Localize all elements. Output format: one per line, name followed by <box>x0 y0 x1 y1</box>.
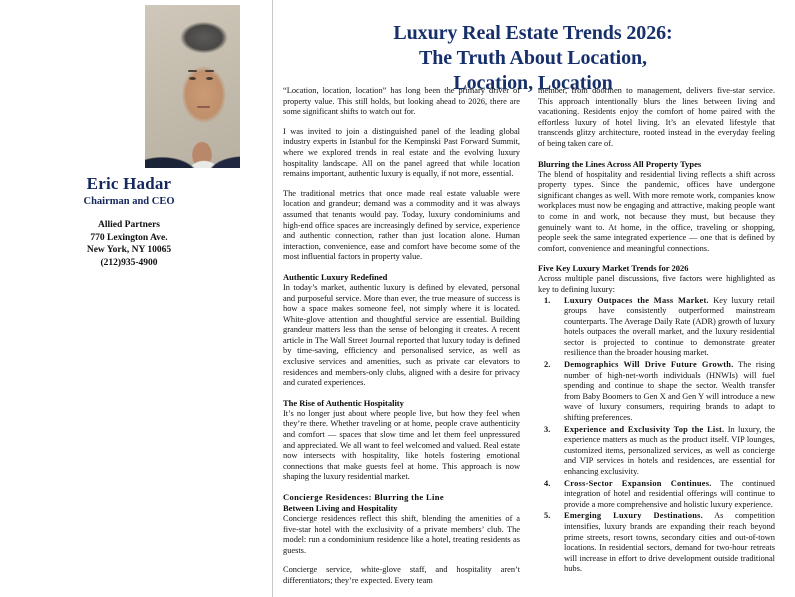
paragraph: Across multiple panel discussions, five factors were highlighted as key to defining luxury: <box>538 274 775 294</box>
paragraph: The blend of hospitality and residential living reflects a shift across property types. Since the pandemic, offices have undergone significant changes as well. With more remote work, companies know workplaces must now be engaging and attractive, making people want to come in and work, not because they must, but because they genuinely want to. At home, in the office, traveling or shopping, people seek the same integrated experience — one that is defined by comfort, convenience and meaningful connections. <box>538 169 775 253</box>
list-item <box>538 360 775 424</box>
trend-lead-5: Emerging Luxury Destinations. <box>564 511 704 521</box>
paragraph: Concierge service, white-glove staff, and hospitality aren’t differentiators; they’re expected. Every team <box>283 565 520 585</box>
portrait-eyebrow-right <box>205 70 214 72</box>
page-title-line-1: Luxury Real Estate Trends 2026: <box>393 22 673 45</box>
author-street-address: 770 Lexington Ave. <box>90 232 168 243</box>
trend-body-1: Key luxury retail groups have consistently outperformed mainstream counterparts. The Average Daily Rate (ADR) growth of luxury hotels outpaces the overall market, and the luxury residential sector is projected to continue to demonstrate greater resilience than the broader housing market. <box>564 295 775 358</box>
author-job-title: Chairman and CEO <box>83 196 175 207</box>
paragraph: I was invited to join a distinguished panel of the leading global industry experts in Istanbul for the Kempinski Past Forward Summit, where we explored trends in real estate and the evolving luxury hospitality landscape. All on the panel agreed that while location remains important, authentic luxury is equally, if not more, essential. <box>283 126 520 179</box>
section-heading-five-key-luxury-market-trends: Five Key Luxury Market Trends for 2026 <box>538 263 689 274</box>
section-heading-blurring-lines-all-property-types: Blurring the Lines Across All Property Types <box>538 158 702 169</box>
trend-lead-4: Cross-Sector Expansion Continues. <box>564 478 712 488</box>
list-item <box>538 479 775 511</box>
paragraph: member, from doormen to management, delivers five-star service. This approach intentionally blurs the lines between living and vacationing. Residents enjoy the comfort of home paired with the effortless luxury of hotel living. It’s an elevated lifestyle that transcends glitzy architecture, rooted instead in the everyday feeling of being taken care of. <box>538 86 775 148</box>
author-contact-block <box>0 219 258 269</box>
portrait-mouth <box>197 106 210 108</box>
trend-body-5: As competition intensifies, luxury brands are expanding their reach beyond prime streets, resort towns, secondary cities and out-of-town locations. In residential sectors, demand for two-hour retreats will increase in effort to drive development outside traditional hubs. <box>564 511 775 574</box>
paragraph: “Location, location, location” has long been the primary driver of property value. This still holds, but looking ahead to 2026, there are some significant shifts to watch out for. <box>283 86 520 117</box>
trend-lead-2: Demographics Will Drive Future Growth. <box>564 360 734 370</box>
section-heading-concierge-residences-line-1: Concierge Residences: Blurring the Line <box>283 492 444 502</box>
section-heading-authentic-luxury-redefined: Authentic Luxury Redefined <box>283 271 388 282</box>
page-title-line-3: Location, Location <box>453 72 613 95</box>
article-body <box>283 86 783 597</box>
author-portrait-photo <box>145 5 240 168</box>
author-phone: (212)935-4900 <box>100 257 158 268</box>
portrait-image <box>145 5 240 168</box>
article-column-middle <box>283 86 520 597</box>
section-heading-rise-of-authentic-hospitality: The Rise of Authentic Hospitality <box>283 397 404 408</box>
paragraph: The traditional metrics that once made real estate valuable were location and grandeur; demand was a commodity and it was always assumed that tenants would pay. Today, luxury condominiums and high-end office spaces are increasingly defined by service, experience and authentic connection, rather than just location alone. Human interaction, convenience, ease and comfort have become some of the most influential factors in property value. <box>283 188 520 262</box>
author-company: Allied Partners <box>97 220 160 230</box>
list-item <box>538 296 775 360</box>
trends-list <box>538 296 775 575</box>
article-column-right <box>538 86 775 597</box>
portrait-eye-right <box>206 77 213 80</box>
paragraph: Concierge residences reflect this shift, blending the amenities of a five-star hotel with the exclusivity of a private members’ club. The model: run a condominium residence like a hotel, treating residents as guests. <box>283 514 520 555</box>
trend-body-4: The continued integration of hotel and residential offerings will continue to provide a more comprehensive and holistic luxury experience. <box>564 478 775 509</box>
author-sidebar <box>0 0 268 597</box>
section-heading-concierge-residences-line-2: Between Living and Hospitality <box>283 503 398 513</box>
portrait-eye-left <box>189 77 196 80</box>
portrait-eyebrow-left <box>188 70 197 72</box>
paragraph: It’s no longer just about where people live, but how they feel when they’re there. Whether traveling or at home, people crave authenticity and comfort — spaces that slow time and let them feel unpressured and appreciated. We all want to feel welcomed and valued. Real estate now intersects with hospitality, like hotels fostering emotional connections that make guests feel at home. This approach is now shaping the luxury residential market. <box>283 408 520 482</box>
trend-lead-1: Luxury Outpaces the Mass Market. <box>564 295 709 305</box>
list-item <box>538 425 775 478</box>
column-divider-rule <box>272 0 273 597</box>
author-city-state-zip: New York, NY 10065 <box>86 245 172 256</box>
page-title-line-2: The Truth About Location, <box>419 47 647 70</box>
paragraph: In today’s market, authentic luxury is defined by elevated, personal and purposeful service. More than ever, the true measure of success is how a space makes someone feel, not simply where it is located. White-glove attention and thoughtful service are essential. Building grandeur matters less than the sense of belonging it creates. A recent article in The Wall Street Journal reported that luxury today is defined by time-saving, efficiency and personalised service, as well as exclusive services and amenities, such as private car elevators to residences and members-only clubs, aligned with a desire for privacy and curated experiences. <box>283 282 520 388</box>
trend-body-2: The rising number of high-net-worth individuals (HNWIs) will fuel spending and continue to shape the sector. Wealth transfer from Baby Boomers to Gen X and Gen Y will introduce a new wave of luxury consumers, requiring brands to adapt to shifting preferences. <box>564 360 775 423</box>
list-item <box>538 511 775 575</box>
trend-body-3: In luxury, the experience matters as much as the product itself. VIP lounges, customized items, personalized services, as well as concierge and VIP services in hotels and residences, are essential for enhancing exclusivity. <box>564 424 775 476</box>
author-name: Eric Hadar <box>86 174 172 193</box>
trend-lead-3: Experience and Exclusivity Top the List. <box>564 424 725 434</box>
